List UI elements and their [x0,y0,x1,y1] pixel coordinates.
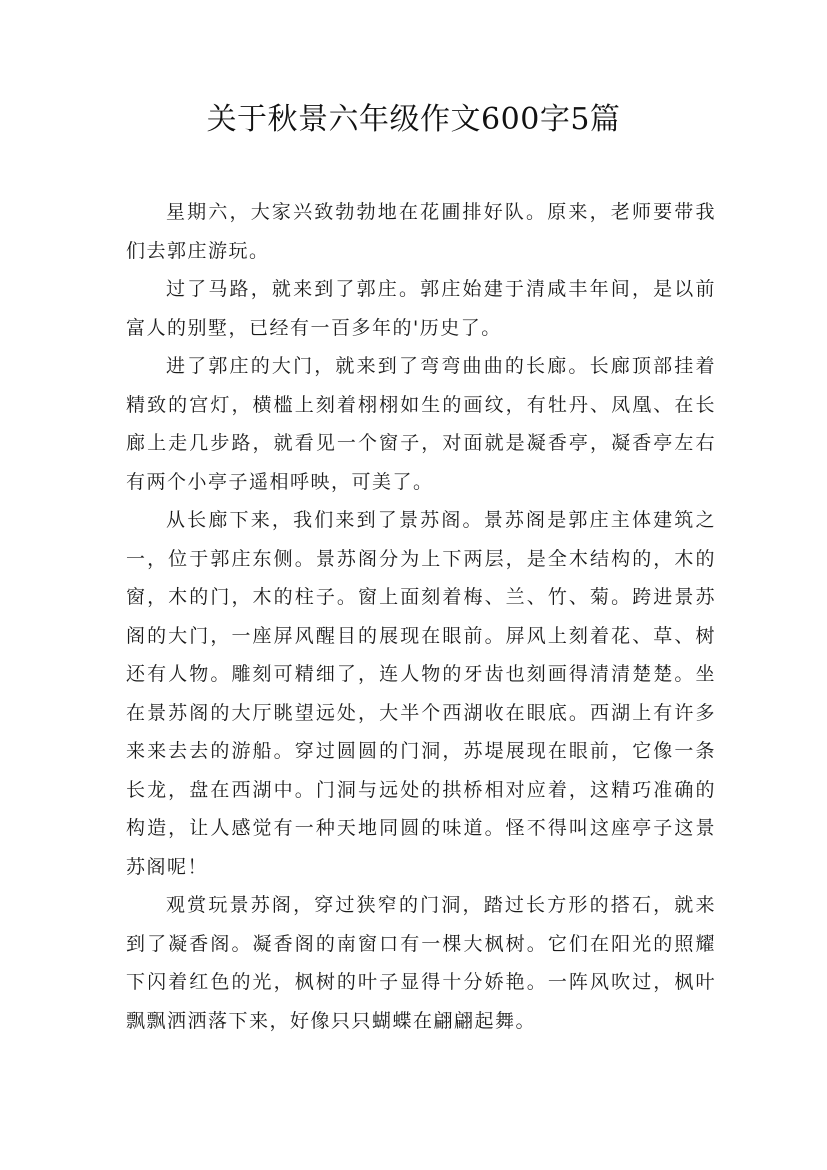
paragraph-3: 进了郭庄的大门，就来到了弯弯曲曲的长廊。长廊顶部挂着精致的宫灯，横槛上刻着栩栩如生的画纹，有牡丹、凤凰、在长廊上走几步路，就看见一个窗子，对面就是凝香亭，凝香亭左右有两个小亭子遥相呼映，可美了。 [126,355,716,493]
document-body [126,193,716,1040]
paragraph-5: 观赏玩景苏阁，穿过狭窄的门洞，踏过长方形的搭石，就来到了凝香阁。凝香阁的南窗口有一棵大枫树。它们在阳光的照耀下闪着红色的光，枫树的叶子显得十分娇艳。一阵风吹过，枫叶飘飘洒洒落下来，好像只只蝴蝶在翩翩起舞。 [126,894,716,1032]
paragraph-4: 从长廊下来，我们来到了景苏阁。景苏阁是郭庄主体建筑之一，位于郭庄东侧。景苏阁分为上下两层，是全木结构的，木的窗，木的门，木的柱子。窗上面刻着梅、兰、竹、菊。跨进景苏阁的大门，一座屏风醒目的展现在眼前。屏风上刻着花、草、树还有人物。雕刻可精细了，连人物的牙齿也刻画得清清楚楚。坐在景苏阁的大厅眺望远处，大半个西湖收在眼底。西湖上有许多来来去去的游船。穿过圆圆的门洞，苏堤展现在眼前，它像一条长龙，盘在西湖中。门洞与远处的拱桥相对应着，这精巧准确的构造，让人感觉有一种天地同圆的味道。怪不得叫这座亭子这景苏阁呢！ [126,509,716,878]
paragraph-2: 过了马路，就来到了郭庄。郭庄始建于清咸丰年间，是以前富人的别墅，已经有一百多年的'历史了。 [126,278,716,339]
paragraph-1: 星期六，大家兴致勃勃地在花圃排好队。原来，老师要带我们去郭庄游玩。 [126,201,716,262]
document-title: 关于秋景六年级作文600字5篇 [206,102,621,137]
